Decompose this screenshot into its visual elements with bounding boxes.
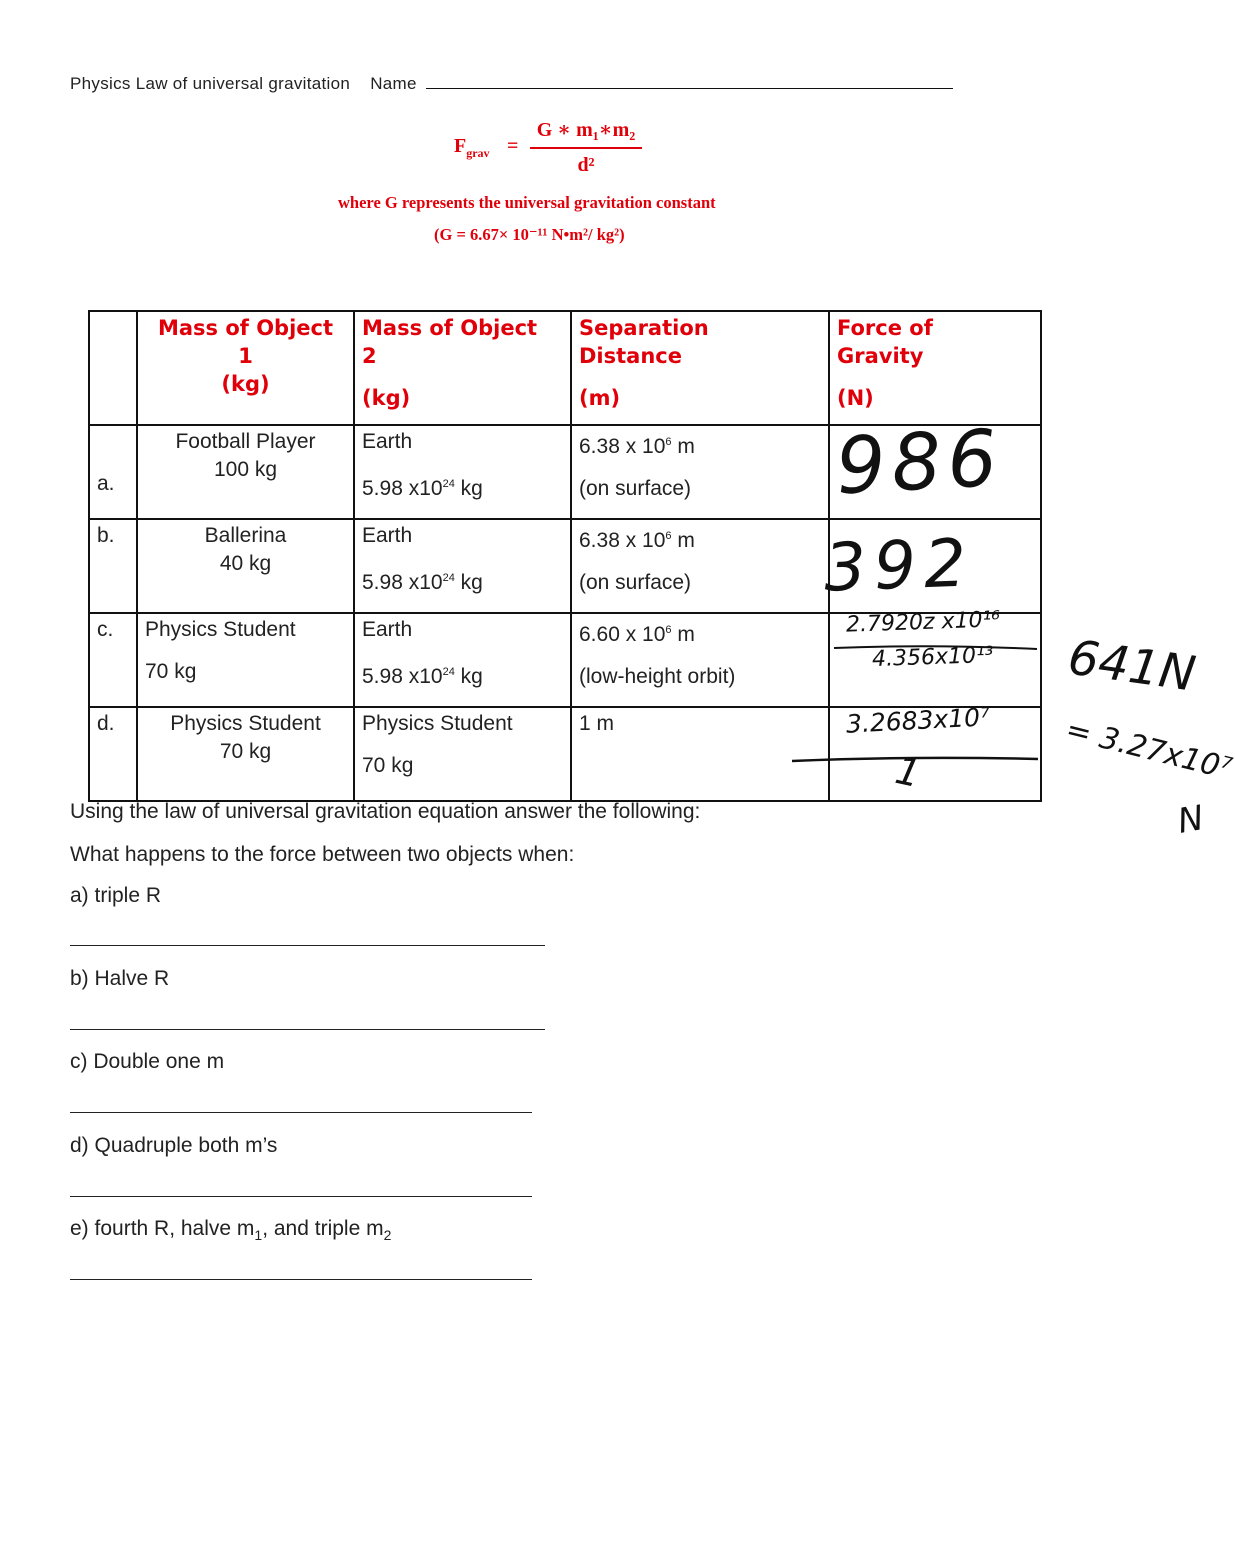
worksheet-header <box>70 74 953 94</box>
formula-fraction-bar <box>530 147 642 149</box>
answer-line-b[interactable] <box>70 1029 545 1030</box>
header-distance: Separation Distance (m) <box>571 311 829 425</box>
question-a: a) triple R <box>70 884 162 907</box>
questions-intro: Using the law of universal gravitation equation answer the following: <box>70 800 701 823</box>
handwritten-d-denominator: 1 <box>891 747 925 797</box>
handwritten-c-numerator: 2.7920z x10¹⁶ <box>845 607 1001 638</box>
header-mass1: Mass of Object 1 (kg) <box>137 311 354 425</box>
question-e-sub1: 1 <box>254 1227 263 1244</box>
formula-lhs-sub: grav <box>466 146 490 160</box>
header-force: Force of Gravity (N) <box>829 311 1041 425</box>
row-label: d. <box>89 707 137 801</box>
row-label: b. <box>89 519 137 613</box>
handwritten-answer-a: 986 <box>833 413 1006 513</box>
distance-cell: 6.38 x $10^6$ m (on surface) <box>571 425 829 519</box>
constant-value: (G = 6.67× 10⁻¹¹ N•m²/ kg²) <box>434 225 625 244</box>
mass1-cell: Football Player 100 kg <box>137 425 354 519</box>
handwritten-d-unit: N <box>1174 798 1207 842</box>
answer-line-e[interactable] <box>70 1279 532 1280</box>
answer-line-d[interactable] <box>70 1196 532 1197</box>
mass2-cell: Earth 5.98 $x10^{24}$ kg <box>354 519 571 613</box>
handwritten-d-numerator: 3.2683x10⁷ <box>845 702 991 739</box>
mass1-cell: Ballerina 40 kg <box>137 519 354 613</box>
question-c: c) Double one m <box>70 1050 225 1073</box>
worksheet-title: Physics Law of universal gravitation <box>70 74 351 93</box>
name-field[interactable] <box>426 74 953 89</box>
mass2-cell: Physics Student 70 kg <box>354 707 571 801</box>
answer-line-a[interactable] <box>70 945 545 946</box>
question-e: e) fourth R, halve $m_1$, and triple $m_2$ <box>70 1217 392 1244</box>
header-mass2: Mass of Object 2 (kg) <box>354 311 571 425</box>
name-label: Name <box>370 74 417 93</box>
handwritten-answer-b: 392 <box>822 524 976 607</box>
handwritten-c-result: 641N <box>1064 629 1199 703</box>
formula-denominator: d² <box>577 154 595 176</box>
distance-cell: 6.38 x $10^6$ m (on surface) <box>571 519 829 613</box>
row-label: a. <box>89 425 137 519</box>
question-e-sub2: 2 <box>383 1227 392 1244</box>
formula-equals: = <box>507 135 519 157</box>
answer-line-c[interactable] <box>70 1112 532 1113</box>
question-d: d) Quadruple both m’s <box>70 1134 278 1157</box>
question-b: b) Halve R <box>70 967 170 990</box>
mass2-cell: Earth 5.98 $x10^{24}$ kg <box>354 425 571 519</box>
distance-cell: 6.60 x $10^6$ m (low-height orbit) <box>571 613 829 707</box>
formula-lhs: $F_{grav}$ <box>454 135 490 160</box>
table-header-row <box>89 311 1041 425</box>
formula-numerator: G ∗ m₁∗m₂ <box>536 119 636 141</box>
handwritten-d-result: = 3.27x10⁷ <box>1062 712 1235 787</box>
mass2-cell: Earth 5.98 $x10^{24}$ kg <box>354 613 571 707</box>
header-label-cell <box>89 311 137 425</box>
row-label: c. <box>89 613 137 707</box>
handwritten-c-denominator: 4.356x10¹³ <box>871 642 995 673</box>
mass1-cell: Physics Student 70 kg <box>137 707 354 801</box>
questions-prompt: What happens to the force between two objects when: <box>70 843 575 866</box>
constant-note: where G represents the universal gravitation constant <box>338 193 716 212</box>
mass1-cell: Physics Student 70 kg <box>137 613 354 707</box>
distance-cell: 1 m <box>571 707 829 801</box>
